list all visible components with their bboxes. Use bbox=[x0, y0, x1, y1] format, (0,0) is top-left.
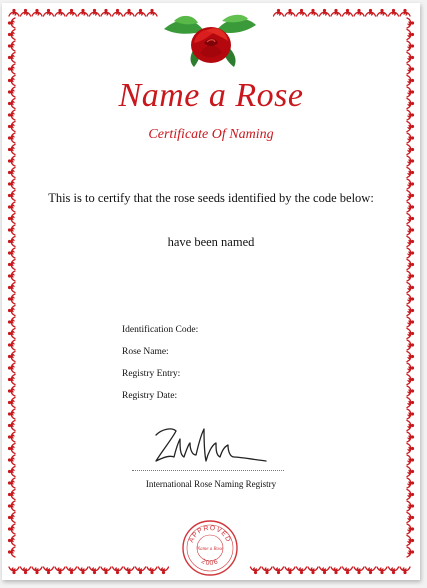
border-flourish bbox=[297, 9, 307, 16]
border-flourish bbox=[90, 567, 100, 574]
border-flourish bbox=[407, 501, 414, 511]
border-flourish bbox=[331, 9, 341, 16]
rose-icon bbox=[160, 13, 260, 69]
svg-text:2006 bbox=[200, 558, 220, 567]
border-flourish bbox=[343, 567, 353, 574]
border-flourish bbox=[8, 53, 15, 63]
border-flourish bbox=[407, 340, 414, 350]
border-flourish bbox=[407, 444, 414, 454]
border-flourish bbox=[159, 567, 169, 574]
border-flourish bbox=[8, 30, 15, 40]
border-flourish bbox=[407, 536, 414, 546]
border-flourish bbox=[67, 9, 77, 16]
border-flourish bbox=[308, 567, 318, 574]
field-registry-entry: Registry Entry: bbox=[122, 369, 181, 379]
border-flourish bbox=[8, 409, 15, 419]
border-flourish bbox=[78, 567, 88, 574]
border-flourish bbox=[320, 567, 330, 574]
border-flourish bbox=[8, 398, 15, 408]
border-flourish bbox=[8, 329, 15, 339]
border-flourish bbox=[8, 432, 15, 442]
border-flourish bbox=[274, 567, 284, 574]
certificate-fields bbox=[122, 324, 198, 412]
border-flourish bbox=[113, 567, 123, 574]
border-flourish bbox=[8, 271, 15, 281]
border-flourish bbox=[320, 9, 330, 16]
border-flourish bbox=[407, 306, 414, 316]
border-flourish bbox=[354, 9, 364, 16]
stamp-top-text: APPROVED bbox=[188, 524, 232, 544]
border-flourish bbox=[262, 567, 272, 574]
border-flourish bbox=[9, 567, 19, 574]
border-flourish bbox=[136, 567, 146, 574]
border-flourish bbox=[407, 271, 414, 281]
border-flourish bbox=[8, 168, 15, 178]
border-flourish bbox=[407, 513, 414, 523]
field-registry-date: Registry Date: bbox=[122, 391, 178, 401]
border-flourish bbox=[8, 156, 15, 166]
signature bbox=[150, 421, 270, 471]
border-flourish bbox=[8, 536, 15, 546]
border-flourish bbox=[407, 398, 414, 408]
border-flourish bbox=[400, 9, 410, 16]
border-flourish bbox=[407, 53, 414, 63]
border-flourish bbox=[308, 9, 318, 16]
border-flourish bbox=[407, 329, 414, 339]
border-flourish bbox=[124, 567, 134, 574]
border-flourish bbox=[8, 225, 15, 235]
border-flourish bbox=[354, 567, 364, 574]
field-rose-name: Rose Name: bbox=[122, 347, 169, 357]
border-flourish bbox=[8, 490, 15, 500]
stamp-middle-text: Name a Rose bbox=[196, 547, 224, 552]
border-flourish bbox=[8, 421, 15, 431]
border-flourish bbox=[90, 9, 100, 16]
border-flourish bbox=[67, 567, 77, 574]
border-flourish bbox=[407, 490, 414, 500]
border-flourish bbox=[377, 9, 387, 16]
border-flourish bbox=[407, 317, 414, 327]
field-identification-code: Identification Code: bbox=[122, 325, 199, 335]
border-flourish bbox=[297, 567, 307, 574]
border-flourish bbox=[407, 283, 414, 293]
border-flourish bbox=[407, 421, 414, 431]
border-flourish bbox=[407, 64, 414, 74]
border-flourish bbox=[407, 547, 414, 557]
signature-line bbox=[132, 470, 284, 471]
border-flourish bbox=[124, 9, 134, 16]
border-flourish bbox=[400, 567, 410, 574]
border-flourish bbox=[32, 567, 42, 574]
border-flourish bbox=[8, 145, 15, 155]
border-flourish bbox=[8, 317, 15, 327]
border-flourish bbox=[407, 467, 414, 477]
border-flourish bbox=[407, 363, 414, 373]
border-flourish bbox=[407, 168, 414, 178]
border-flourish bbox=[8, 513, 15, 523]
border-flourish bbox=[8, 547, 15, 557]
border-flourish bbox=[407, 375, 414, 385]
border-flourish bbox=[366, 9, 376, 16]
svg-text:APPROVED bbox=[188, 525, 232, 544]
border-flourish bbox=[407, 18, 414, 28]
border-flourish bbox=[8, 260, 15, 270]
border-flourish bbox=[407, 145, 414, 155]
border-flourish bbox=[147, 567, 157, 574]
border-flourish bbox=[101, 567, 111, 574]
border-flourish bbox=[285, 9, 295, 16]
border-flourish bbox=[407, 179, 414, 189]
border-flourish bbox=[251, 567, 261, 574]
border-flourish bbox=[8, 294, 15, 304]
border-flourish bbox=[8, 375, 15, 385]
border-flourish bbox=[147, 9, 157, 16]
border-flourish bbox=[78, 9, 88, 16]
border-flourish bbox=[407, 41, 414, 51]
border-flourish bbox=[407, 432, 414, 442]
border-flourish bbox=[407, 524, 414, 534]
border-flourish bbox=[8, 214, 15, 224]
approved-stamp bbox=[180, 518, 240, 578]
border-flourish bbox=[32, 9, 42, 16]
border-flourish bbox=[407, 409, 414, 419]
border-flourish bbox=[21, 567, 31, 574]
border-flourish bbox=[113, 9, 123, 16]
certificate-page bbox=[2, 3, 420, 580]
certify-statement: This is to certify that the rose seeds identified by the code below: bbox=[48, 191, 374, 205]
border-flourish bbox=[44, 567, 54, 574]
border-flourish bbox=[9, 9, 19, 16]
border-flourish bbox=[285, 567, 295, 574]
border-flourish bbox=[8, 524, 15, 534]
certificate-subtitle: Certificate Of Naming bbox=[148, 127, 274, 142]
border-flourish bbox=[407, 386, 414, 396]
border-flourish bbox=[21, 9, 31, 16]
border-flourish bbox=[377, 567, 387, 574]
border-flourish bbox=[407, 30, 414, 40]
border-flourish bbox=[8, 455, 15, 465]
stamp-bottom-text: 2006 bbox=[200, 557, 220, 568]
border-flourish bbox=[274, 9, 284, 16]
border-flourish bbox=[407, 260, 414, 270]
border-flourish bbox=[55, 9, 65, 16]
border-flourish bbox=[8, 179, 15, 189]
border-flourish bbox=[389, 9, 399, 16]
border-flourish bbox=[343, 9, 353, 16]
border-flourish bbox=[407, 455, 414, 465]
border-flourish bbox=[407, 214, 414, 224]
border-flourish bbox=[407, 156, 414, 166]
border-flourish bbox=[136, 9, 146, 16]
border-flourish bbox=[407, 352, 414, 362]
border-flourish bbox=[8, 41, 15, 51]
border-flourish bbox=[8, 444, 15, 454]
border-flourish bbox=[366, 567, 376, 574]
named-statement: have been named bbox=[167, 235, 255, 249]
border-flourish bbox=[407, 294, 414, 304]
border-flourish bbox=[389, 567, 399, 574]
border-flourish bbox=[8, 18, 15, 28]
border-flourish bbox=[101, 9, 111, 16]
border-flourish bbox=[8, 363, 15, 373]
border-flourish bbox=[8, 340, 15, 350]
border-flourish bbox=[8, 386, 15, 396]
border-flourish bbox=[8, 352, 15, 362]
border-flourish bbox=[44, 9, 54, 16]
border-flourish bbox=[8, 64, 15, 74]
border-flourish bbox=[55, 567, 65, 574]
border-flourish bbox=[8, 306, 15, 316]
registry-name: International Rose Naming Registry bbox=[145, 479, 277, 489]
certificate-title: Name a Rose bbox=[118, 77, 304, 114]
border-flourish bbox=[8, 501, 15, 511]
border-flourish bbox=[407, 225, 414, 235]
border-flourish bbox=[8, 467, 15, 477]
border-flourish bbox=[8, 283, 15, 293]
border-flourish bbox=[331, 567, 341, 574]
